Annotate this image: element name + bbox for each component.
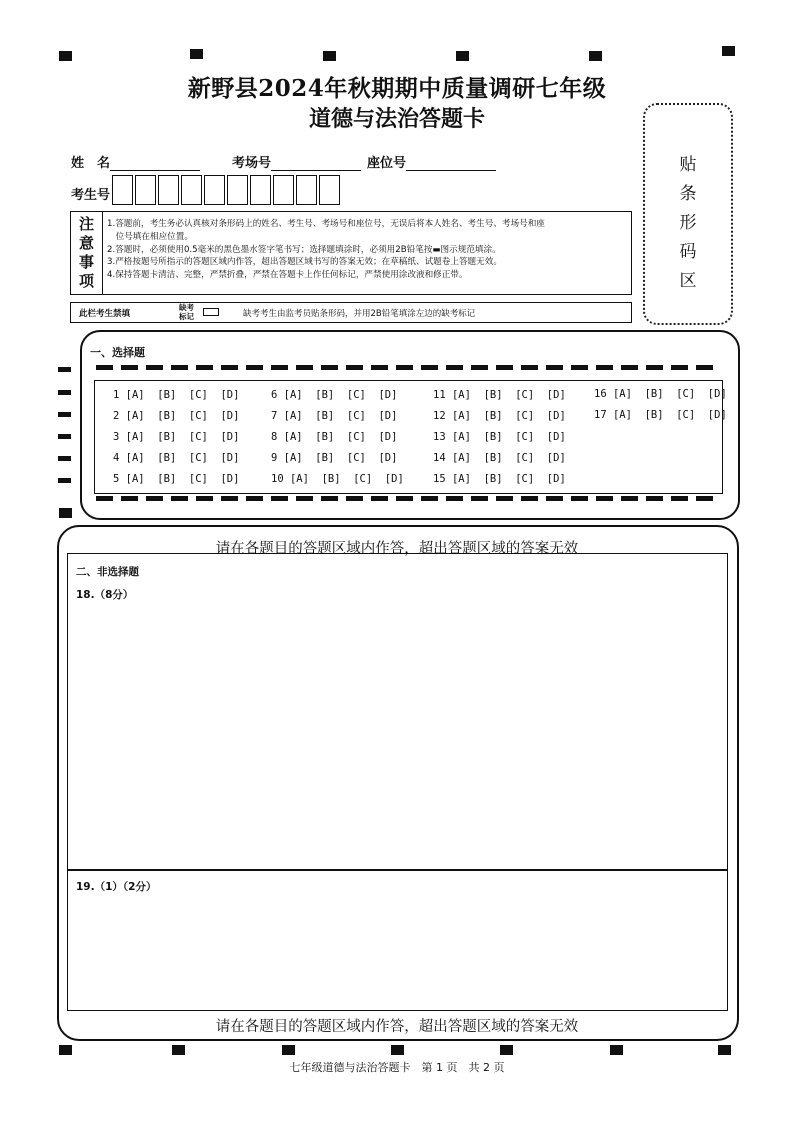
exam-id-box[interactable]	[273, 175, 294, 205]
choice-question[interactable]: 17 [A] [B] [C] [D]	[594, 409, 727, 421]
absent-row	[70, 302, 632, 323]
non-choice-title: 二、非选择题	[76, 566, 139, 578]
seat-field[interactable]	[367, 152, 496, 171]
timing-mark	[59, 1045, 72, 1055]
choice-question[interactable]: 1 [A] [B] [C] [D]	[113, 389, 240, 401]
exam-id-box[interactable]	[158, 175, 179, 205]
timing-mark	[610, 1045, 623, 1055]
timing-mark	[59, 508, 72, 518]
timing-mark	[58, 412, 71, 417]
timing-mark	[500, 1045, 513, 1055]
notes-box	[70, 211, 632, 295]
answer-area-warning: 请在各题目的答题区域内作答，超出答题区域的答案无效	[215, 1019, 579, 1035]
timing-mark	[58, 434, 71, 439]
timing-mark	[172, 1045, 185, 1055]
absent-note: 缺考考生由监考员贴条形码，并用2B铅笔填涂左边的缺考标记	[243, 309, 476, 319]
room-label: 考场号	[232, 156, 272, 171]
notes-list	[107, 218, 627, 282]
timing-mark	[391, 1045, 404, 1055]
choice-question[interactable]: 9 [A] [B] [C] [D]	[271, 452, 398, 464]
timing-mark	[58, 456, 71, 461]
page-title: 新野县2024年秋期期中质量调研七年级	[187, 75, 607, 102]
note-item: 位号填在相应位置。	[107, 231, 193, 242]
choice-question[interactable]: 2 [A] [B] [C] [D]	[113, 410, 240, 422]
exam-id-label: 考生号	[71, 188, 111, 203]
timing-mark	[456, 51, 469, 61]
timing-mark	[718, 1045, 731, 1055]
choice-question[interactable]: 13 [A] [B] [C] [D]	[433, 431, 566, 443]
answer-box-18[interactable]	[67, 553, 728, 871]
exam-id-box[interactable]	[181, 175, 202, 205]
timing-mark	[722, 46, 735, 56]
page-subtitle: 道德与法治答题卡	[308, 106, 485, 132]
answer-box-19[interactable]	[67, 869, 728, 1011]
question-19-label: 19.（1）（2分）	[76, 881, 157, 893]
choice-question[interactable]: 4 [A] [B] [C] [D]	[113, 452, 240, 464]
choice-question[interactable]: 5 [A] [B] [C] [D]	[113, 473, 240, 485]
note-item: 1.答题前，考生务必认真核对条形码上的姓名、考生号、考场号和座位号，无误后将本人姓名、考生号、考场号和座	[107, 219, 545, 229]
sticker-label: 贴 条 形 码 区	[679, 155, 697, 291]
timing-mark	[58, 390, 71, 395]
exam-id-box[interactable]	[227, 175, 248, 205]
note-item: 2.答题时，必须使用0.5毫米的黑色墨水签字笔书写；选择题填涂时，必须用2B铅笔按▬图示规范填涂。	[107, 244, 501, 255]
timing-mark	[59, 51, 72, 61]
choice-question[interactable]: 7 [A] [B] [C] [D]	[271, 410, 398, 422]
exam-id-box[interactable]	[204, 175, 225, 205]
barcode-sticker-area	[643, 103, 733, 325]
note-item: 4.保持答题卡清洁、完整，严禁折叠，严禁在答题卡上作任何标记，严禁使用涂改液和修正带。	[107, 270, 468, 281]
note-item: 3.严格按题号所指示的答题区域内作答，超出答题区域书写的答案无效；在草稿纸、试题卷上答题无效。	[107, 257, 502, 268]
absent-mark-label: 缺考 标记	[179, 303, 194, 321]
choice-question[interactable]: 11 [A] [B] [C] [D]	[433, 389, 566, 401]
choice-question[interactable]: 6 [A] [B] [C] [D]	[271, 389, 398, 401]
room-field[interactable]	[232, 152, 361, 171]
exam-id-box[interactable]	[135, 175, 156, 205]
dashed-rule	[96, 365, 721, 370]
proctor-only-label: 此栏考生禁填	[79, 309, 131, 319]
choice-question[interactable]: 3 [A] [B] [C] [D]	[113, 431, 240, 443]
name-field[interactable]	[71, 152, 200, 171]
timing-mark	[190, 49, 203, 59]
choice-question[interactable]: 8 [A] [B] [C] [D]	[271, 431, 398, 443]
page-footer: 七年级道德与法治答题卡 第 1 页 共 2 页	[289, 1061, 505, 1074]
exam-id-box[interactable]	[319, 175, 340, 205]
choice-question[interactable]: 10 [A] [B] [C] [D]	[271, 473, 404, 485]
choice-question[interactable]: 14 [A] [B] [C] [D]	[433, 452, 566, 464]
timing-mark	[58, 478, 71, 483]
absent-mark-box[interactable]	[203, 308, 219, 316]
seat-label: 座位号	[367, 156, 407, 171]
timing-mark	[323, 51, 336, 61]
timing-mark	[282, 1045, 295, 1055]
dashed-rule	[96, 496, 721, 501]
answer-area-warning: 请在各题目的答题区域内作答，超出答题区域的答案无效	[215, 541, 579, 557]
choice-question[interactable]: 15 [A] [B] [C] [D]	[433, 473, 566, 485]
name-label: 姓 名	[71, 156, 111, 171]
timing-mark	[589, 51, 602, 61]
question-18-label: 18.（8分）	[76, 589, 134, 601]
exam-id-box[interactable]	[112, 175, 133, 205]
timing-mark	[58, 367, 71, 372]
choice-section-title: 一、选择题	[90, 346, 145, 359]
choice-question[interactable]: 12 [A] [B] [C] [D]	[433, 410, 566, 422]
exam-id-box[interactable]	[250, 175, 271, 205]
exam-id-box[interactable]	[296, 175, 317, 205]
notes-label: 注 意 事 项	[71, 212, 103, 294]
choice-question[interactable]: 16 [A] [B] [C] [D]	[594, 388, 727, 400]
